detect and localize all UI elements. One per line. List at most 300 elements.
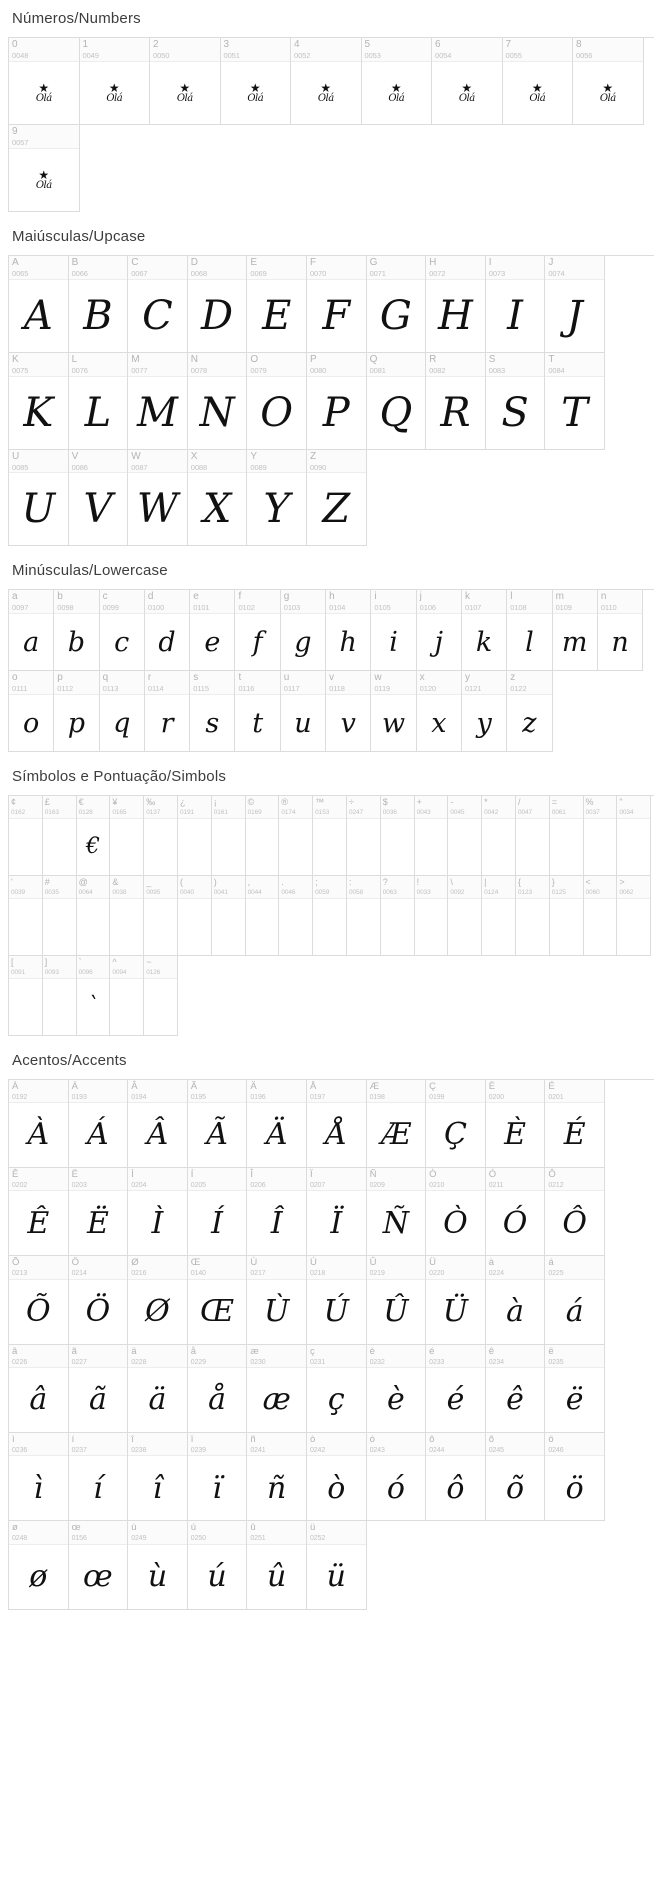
- glyph-code-label: 0214: [71, 1270, 87, 1278]
- glyph-code-label: 0104: [329, 603, 346, 613]
- glyph-character-label: ": [619, 797, 623, 808]
- glyph-cell-header: [69, 1168, 128, 1191]
- glyph-cell[interactable]: [9, 1168, 69, 1256]
- glyph-cell[interactable]: [367, 353, 427, 450]
- glyph-cell[interactable]: [9, 956, 43, 1036]
- glyph-cell-header: [550, 876, 583, 899]
- glyph-preview: [110, 899, 143, 955]
- glyph-character-label: G: [369, 256, 378, 268]
- glyph-cell[interactable]: [188, 1521, 248, 1609]
- glyph-cell[interactable]: [367, 1168, 427, 1256]
- glyph-cell[interactable]: [307, 1256, 367, 1344]
- glyph-cell-header: [307, 1168, 366, 1191]
- glyph-cell[interactable]: [145, 590, 190, 671]
- glyph-cell[interactable]: [247, 1345, 307, 1433]
- glyph-cell[interactable]: [247, 1521, 307, 1609]
- glyph-cell[interactable]: [415, 796, 449, 876]
- star-icon: ★: [320, 80, 332, 95]
- glyph-cell[interactable]: [69, 450, 129, 547]
- glyph-cell[interactable]: [381, 796, 415, 876]
- glyph-preview: x: [431, 707, 447, 739]
- glyph-cell[interactable]: [110, 796, 144, 876]
- glyph-code-label: 0245: [488, 1446, 504, 1454]
- glyph-cell[interactable]: [573, 38, 644, 125]
- glyph-cell[interactable]: [144, 956, 178, 1036]
- glyph-code-label: 0204: [131, 1181, 147, 1189]
- glyph-code-label: 0089: [250, 462, 267, 472]
- glyph-cell[interactable]: [307, 1168, 367, 1256]
- glyph-code-label: 0084: [548, 365, 565, 375]
- glyph-cell[interactable]: [43, 876, 77, 956]
- glyph-cell[interactable]: [617, 796, 651, 876]
- glyph-cell[interactable]: [9, 1345, 69, 1433]
- glyph-cell-header: [9, 1521, 68, 1544]
- glyph-cell[interactable]: [247, 353, 307, 450]
- glyph-sample-word: Olá: [458, 92, 475, 104]
- glyph-character-label: p: [57, 672, 63, 684]
- glyph-cell[interactable]: [482, 796, 516, 876]
- glyph-cell[interactable]: [545, 1168, 605, 1256]
- glyph-cell[interactable]: [486, 256, 546, 353]
- glyph-cell-header: [247, 1521, 306, 1544]
- glyph-cell-header: [507, 671, 551, 695]
- glyph-preview: y: [476, 707, 492, 739]
- glyph-cell[interactable]: [545, 353, 605, 450]
- glyph-cell[interactable]: [247, 1168, 307, 1256]
- glyph-code-label: 0165: [112, 809, 127, 817]
- glyph-preview: [550, 899, 583, 955]
- glyph-cell[interactable]: [188, 353, 248, 450]
- glyph-cell[interactable]: [347, 876, 381, 956]
- glyph-cell[interactable]: [307, 256, 367, 353]
- glyph-code-label: 0091: [11, 968, 26, 976]
- glyph-cell-header: [69, 1256, 128, 1279]
- glyph-cell[interactable]: [426, 353, 486, 450]
- glyph-cell-header: [247, 353, 306, 377]
- glyph-cell[interactable]: [69, 1433, 129, 1521]
- glyph-cell[interactable]: [545, 1345, 605, 1433]
- glyph-preview: ä: [148, 1382, 167, 1418]
- glyph-code-label: 0043: [416, 809, 431, 817]
- glyph-code-label: 0140: [190, 1270, 206, 1278]
- glyph-preview: Ó: [502, 1205, 528, 1241]
- glyph-preview: [573, 62, 643, 124]
- glyph-cell[interactable]: [144, 876, 178, 956]
- glyph-cell[interactable]: [54, 590, 99, 671]
- glyph-cell[interactable]: [307, 1080, 367, 1168]
- glyph-character-label: 5: [364, 39, 371, 50]
- glyph-cell[interactable]: [462, 590, 507, 671]
- glyph-cell[interactable]: [307, 1521, 367, 1609]
- glyph-cell[interactable]: [9, 450, 69, 547]
- glyph-cell[interactable]: [212, 876, 246, 956]
- glyph-character-label: i: [374, 591, 377, 603]
- glyph-preview: œ: [83, 1559, 113, 1595]
- glyph-cell[interactable]: [9, 256, 69, 353]
- glyph-cell[interactable]: [426, 1345, 486, 1433]
- glyph-cell[interactable]: [362, 38, 433, 125]
- glyph-cell[interactable]: [188, 1256, 248, 1344]
- glyph-cell[interactable]: [110, 876, 144, 956]
- glyph-preview: R: [440, 389, 471, 436]
- glyph-preview: Ä: [265, 1117, 288, 1153]
- glyph-cell[interactable]: [69, 353, 129, 450]
- glyph-cell[interactable]: [43, 956, 77, 1036]
- glyph-cell[interactable]: [77, 796, 111, 876]
- glyph-character-label: 3: [223, 39, 230, 50]
- glyph-preview: Ô: [562, 1205, 587, 1241]
- glyph-cell[interactable]: [326, 590, 371, 671]
- glyph-code-label: 0199: [429, 1093, 445, 1101]
- glyph-cell[interactable]: [9, 38, 80, 125]
- glyph-cell-header: [367, 1256, 426, 1279]
- glyph-code-label: 0079: [250, 365, 267, 375]
- glyph-code-label: 0220: [429, 1270, 445, 1278]
- glyph-cell[interactable]: [9, 1433, 69, 1521]
- glyph-cell-header: [188, 1521, 247, 1544]
- glyph-cell[interactable]: [247, 1433, 307, 1521]
- glyph-character-label: Ò: [429, 1168, 437, 1180]
- glyph-cell[interactable]: [313, 796, 347, 876]
- glyph-preview: Ì: [151, 1205, 164, 1241]
- glyph-cell[interactable]: [9, 125, 80, 212]
- glyph-cell-header: [188, 1256, 247, 1279]
- glyph-preview: ã: [88, 1382, 107, 1418]
- glyph-cell-header: [326, 671, 370, 695]
- glyph-cell[interactable]: [100, 590, 145, 671]
- glyph-cell[interactable]: [188, 1433, 248, 1521]
- glyph-cell[interactable]: [77, 876, 111, 956]
- glyph-cell[interactable]: [448, 796, 482, 876]
- glyph-code-label: 0191: [179, 809, 195, 817]
- glyph-cell[interactable]: [9, 590, 54, 671]
- glyph-cell[interactable]: [247, 1256, 307, 1344]
- glyph-cell[interactable]: [235, 671, 280, 752]
- glyph-cell[interactable]: [128, 1345, 188, 1433]
- glyph-cell[interactable]: [80, 38, 151, 125]
- glyph-code-label: 0086: [71, 462, 88, 472]
- glyph-cell[interactable]: [9, 1521, 69, 1609]
- glyph-code-label: 0053: [364, 51, 381, 60]
- glyph-preview: B: [83, 292, 113, 339]
- glyph-cell[interactable]: [326, 671, 371, 752]
- glyph-cell[interactable]: [9, 1080, 69, 1168]
- glyph-cell[interactable]: [507, 671, 552, 752]
- glyph-cell[interactable]: [617, 876, 651, 956]
- glyph-cell[interactable]: [417, 671, 462, 752]
- glyph-cell[interactable]: [426, 1433, 486, 1521]
- glyph-character-label: Í: [190, 1168, 194, 1180]
- glyph-code-label: 0206: [250, 1181, 266, 1189]
- glyph-cell[interactable]: [545, 256, 605, 353]
- glyph-preview: d: [158, 626, 176, 658]
- glyph-cell[interactable]: [178, 876, 212, 956]
- glyph-cell[interactable]: [307, 1433, 367, 1521]
- glyph-cell[interactable]: [507, 590, 552, 671]
- glyph-cell-header: [178, 876, 211, 899]
- glyph-preview: Ç: [443, 1117, 467, 1153]
- glyph-code-label: 0101: [193, 603, 210, 613]
- glyph-character-label: c: [102, 591, 108, 603]
- glyph-cell[interactable]: [482, 876, 516, 956]
- glyph-cell[interactable]: [128, 1433, 188, 1521]
- glyph-code-label: 0109: [555, 603, 572, 613]
- glyph-character-label: .: [281, 876, 284, 887]
- glyph-cell[interactable]: [247, 256, 307, 353]
- glyph-cell[interactable]: [307, 1345, 367, 1433]
- glyph-cell-header: [307, 1433, 366, 1456]
- glyph-cell[interactable]: [371, 671, 416, 752]
- glyph-cell-header: [128, 353, 187, 377]
- glyph-cell[interactable]: [426, 256, 486, 353]
- star-icon: ★: [38, 167, 50, 182]
- glyph-cell[interactable]: [246, 876, 280, 956]
- glyph-sample-word: Olá: [599, 92, 616, 104]
- glyph-cell[interactable]: [367, 256, 427, 353]
- glyph-cell[interactable]: [545, 1433, 605, 1521]
- glyph-cell[interactable]: [9, 796, 43, 876]
- glyph-cell[interactable]: [128, 256, 188, 353]
- glyph-cell[interactable]: [69, 1168, 129, 1256]
- glyph-cell-header: [77, 796, 110, 819]
- glyph-preview: [516, 899, 549, 955]
- glyph-preview: u: [294, 707, 312, 739]
- glyph-cell[interactable]: [247, 450, 307, 547]
- glyph-cell[interactable]: [598, 590, 643, 671]
- glyph-cell[interactable]: [545, 1080, 605, 1168]
- glyph-cell[interactable]: [381, 876, 415, 956]
- glyph-cell[interactable]: [190, 671, 235, 752]
- glyph-cell[interactable]: [128, 353, 188, 450]
- glyph-character-label: Ë: [71, 1168, 78, 1180]
- glyph-preview: N: [199, 389, 235, 436]
- glyph-cell[interactable]: [100, 671, 145, 752]
- glyph-cell[interactable]: [417, 590, 462, 671]
- glyph-preview: €: [85, 834, 100, 860]
- glyph-cell-header: [367, 1433, 426, 1456]
- glyph-preview: ê: [506, 1382, 524, 1418]
- glyph-cell[interactable]: [516, 796, 550, 876]
- glyph-cell[interactable]: [190, 590, 235, 671]
- glyph-cell[interactable]: [247, 1080, 307, 1168]
- glyph-cell[interactable]: [367, 1433, 427, 1521]
- glyph-character-label: 0: [12, 39, 18, 50]
- glyph-cell[interactable]: [367, 1256, 427, 1344]
- glyph-cell[interactable]: [150, 38, 221, 125]
- glyph-code-label: 0100: [147, 603, 165, 613]
- glyph-cell[interactable]: [313, 876, 347, 956]
- glyph-cell[interactable]: [281, 590, 326, 671]
- glyph-cell[interactable]: [486, 1168, 546, 1256]
- glyph-cell[interactable]: [291, 38, 362, 125]
- glyph-character-label: 4: [294, 39, 300, 50]
- glyph-cell[interactable]: [144, 796, 178, 876]
- glyph-preview: í: [93, 1470, 103, 1506]
- glyph-cell[interactable]: [432, 38, 503, 125]
- glyph-cell[interactable]: [550, 796, 584, 876]
- glyph-cell[interactable]: [307, 450, 367, 547]
- glyph-cell[interactable]: [9, 353, 69, 450]
- glyph-code-label: 0064: [78, 888, 93, 896]
- glyph-character-label: œ: [71, 1522, 81, 1534]
- glyph-character-label: S: [488, 353, 496, 365]
- glyph-code-label: 0035: [44, 888, 59, 896]
- glyph-cell[interactable]: [9, 1256, 69, 1344]
- glyph-cell[interactable]: [367, 1345, 427, 1433]
- glyph-cell[interactable]: [486, 1256, 546, 1344]
- glyph-cell[interactable]: [545, 1256, 605, 1344]
- glyph-cell-header: [617, 796, 650, 819]
- glyph-code-label: 0107: [464, 603, 482, 613]
- glyph-character-label: }: [551, 876, 555, 887]
- glyph-cell-header: [150, 38, 220, 62]
- glyph-cell-header: [426, 1256, 485, 1279]
- glyph-preview: Ñ: [382, 1205, 409, 1241]
- glyph-cell[interactable]: [246, 796, 280, 876]
- glyph-cell[interactable]: [448, 876, 482, 956]
- glyph-character-label: Q: [369, 353, 378, 365]
- glyph-cell[interactable]: [145, 671, 190, 752]
- glyph-preview: Ò: [443, 1205, 468, 1241]
- glyph-preview: f: [252, 626, 263, 658]
- glyph-character-label: ë: [548, 1345, 554, 1357]
- glyph-cell[interactable]: [69, 1080, 129, 1168]
- glyph-character-label: #: [44, 876, 50, 887]
- glyph-cell[interactable]: [516, 876, 550, 956]
- glyph-cell-header: [307, 1256, 366, 1279]
- glyph-cell[interactable]: [9, 876, 43, 956]
- glyph-cell-header: [307, 1345, 366, 1368]
- glyph-preview: Í: [211, 1205, 223, 1241]
- glyph-character-label: À: [12, 1080, 19, 1092]
- glyph-preview: [178, 819, 211, 875]
- glyph-preview: T: [561, 389, 588, 436]
- glyph-cell[interactable]: [279, 796, 313, 876]
- glyph-cell[interactable]: [584, 796, 618, 876]
- glyph-character-label: Ô: [548, 1168, 556, 1180]
- glyph-cell[interactable]: [77, 956, 111, 1036]
- glyph-character-label: ¡: [213, 797, 217, 808]
- glyph-cell[interactable]: [281, 671, 326, 752]
- glyph-cell[interactable]: [188, 256, 248, 353]
- glyph-cell[interactable]: [550, 876, 584, 956]
- glyph-cell[interactable]: [9, 671, 54, 752]
- glyph-code-label: 0080: [309, 365, 327, 375]
- glyph-cell[interactable]: [128, 1521, 188, 1609]
- glyph-preview: Ë: [86, 1205, 109, 1241]
- glyph-cell[interactable]: [426, 1168, 486, 1256]
- glyph-code-label: 0052: [294, 51, 311, 60]
- glyph-cell[interactable]: [212, 796, 246, 876]
- glyph-cell[interactable]: [415, 876, 449, 956]
- glyph-cell-header: [347, 796, 380, 819]
- glyph-cell-header: [235, 590, 279, 614]
- glyph-cell[interactable]: [367, 1080, 427, 1168]
- glyph-preview: [9, 62, 79, 124]
- glyph-cell[interactable]: [69, 256, 129, 353]
- glyph-code-label: 0174: [281, 809, 296, 817]
- glyph-cell-header: [362, 38, 432, 62]
- glyph-code-label: 0247: [348, 809, 364, 817]
- glyph-code-label: 0078: [190, 365, 208, 375]
- glyph-cell-header: [212, 796, 245, 819]
- glyph-cell[interactable]: [462, 671, 507, 752]
- glyph-preview: W: [136, 486, 179, 533]
- glyph-cell[interactable]: [486, 353, 546, 450]
- glyph-cell[interactable]: [43, 796, 77, 876]
- glyph-cell[interactable]: [347, 796, 381, 876]
- glyph-cell[interactable]: [128, 1256, 188, 1344]
- glyph-character-label: ™: [315, 797, 325, 808]
- glyph-cell[interactable]: [128, 450, 188, 547]
- glyph-character-label: _: [146, 876, 152, 887]
- glyph-character-label: â: [12, 1345, 18, 1357]
- glyph-preview: U: [21, 486, 56, 533]
- glyph-cell[interactable]: [128, 1168, 188, 1256]
- glyph-cell[interactable]: [426, 1256, 486, 1344]
- glyph-code-label: 0218: [309, 1270, 326, 1278]
- glyph-cell[interactable]: [69, 1345, 129, 1433]
- glyph-preview: j: [434, 626, 443, 658]
- glyph-cell[interactable]: [188, 1345, 248, 1433]
- glyph-cell[interactable]: [486, 1345, 546, 1433]
- glyph-character-label: D: [190, 256, 199, 268]
- glyph-cell-header: [9, 1433, 68, 1456]
- glyph-cell[interactable]: [486, 1433, 546, 1521]
- glyph-cell[interactable]: [584, 876, 618, 956]
- glyph-cell-header: [9, 1345, 68, 1368]
- glyph-code-label: 0227: [71, 1358, 87, 1366]
- glyph-cell[interactable]: [279, 876, 313, 956]
- glyph-cell[interactable]: [307, 353, 367, 450]
- glyph-cell[interactable]: [426, 1080, 486, 1168]
- glyph-code-label: 0162: [11, 809, 26, 817]
- glyph-preview: [144, 899, 177, 955]
- glyph-cell[interactable]: [221, 38, 292, 125]
- glyph-cell-header: [426, 256, 485, 280]
- glyph-cell[interactable]: [54, 671, 99, 752]
- glyph-cell[interactable]: [69, 1521, 129, 1609]
- glyph-cell[interactable]: [486, 1080, 546, 1168]
- glyph-cell[interactable]: [188, 1080, 248, 1168]
- glyph-cell[interactable]: [188, 1168, 248, 1256]
- glyph-cell[interactable]: [110, 956, 144, 1036]
- glyph-cell-header: [77, 956, 110, 979]
- glyph-cell-header: [426, 1080, 485, 1103]
- glyph-cell-header: [128, 1521, 187, 1544]
- glyph-cell[interactable]: [553, 590, 598, 671]
- glyph-cell[interactable]: [188, 450, 248, 547]
- glyph-cell[interactable]: [371, 590, 416, 671]
- glyph-cell-header: [279, 876, 312, 899]
- glyph-cell-header: [307, 353, 366, 377]
- glyph-cell-header: [347, 876, 380, 899]
- glyph-cell-header: [486, 1433, 545, 1456]
- glyph-preview: [347, 899, 380, 955]
- glyph-cell[interactable]: [235, 590, 280, 671]
- glyph-character-label: æ: [250, 1345, 259, 1357]
- glyph-cell-header: [221, 38, 291, 62]
- glyph-cell[interactable]: [503, 38, 574, 125]
- glyph-code-label: 0051: [223, 51, 240, 60]
- glyph-preview: I: [507, 292, 523, 339]
- glyph-cell[interactable]: [69, 1256, 129, 1344]
- glyph-code-label: 0216: [131, 1270, 147, 1278]
- glyph-code-label: 0072: [429, 268, 446, 278]
- glyph-cell[interactable]: [128, 1080, 188, 1168]
- glyph-character-label: Û: [369, 1257, 377, 1269]
- glyph-cell[interactable]: [178, 796, 212, 876]
